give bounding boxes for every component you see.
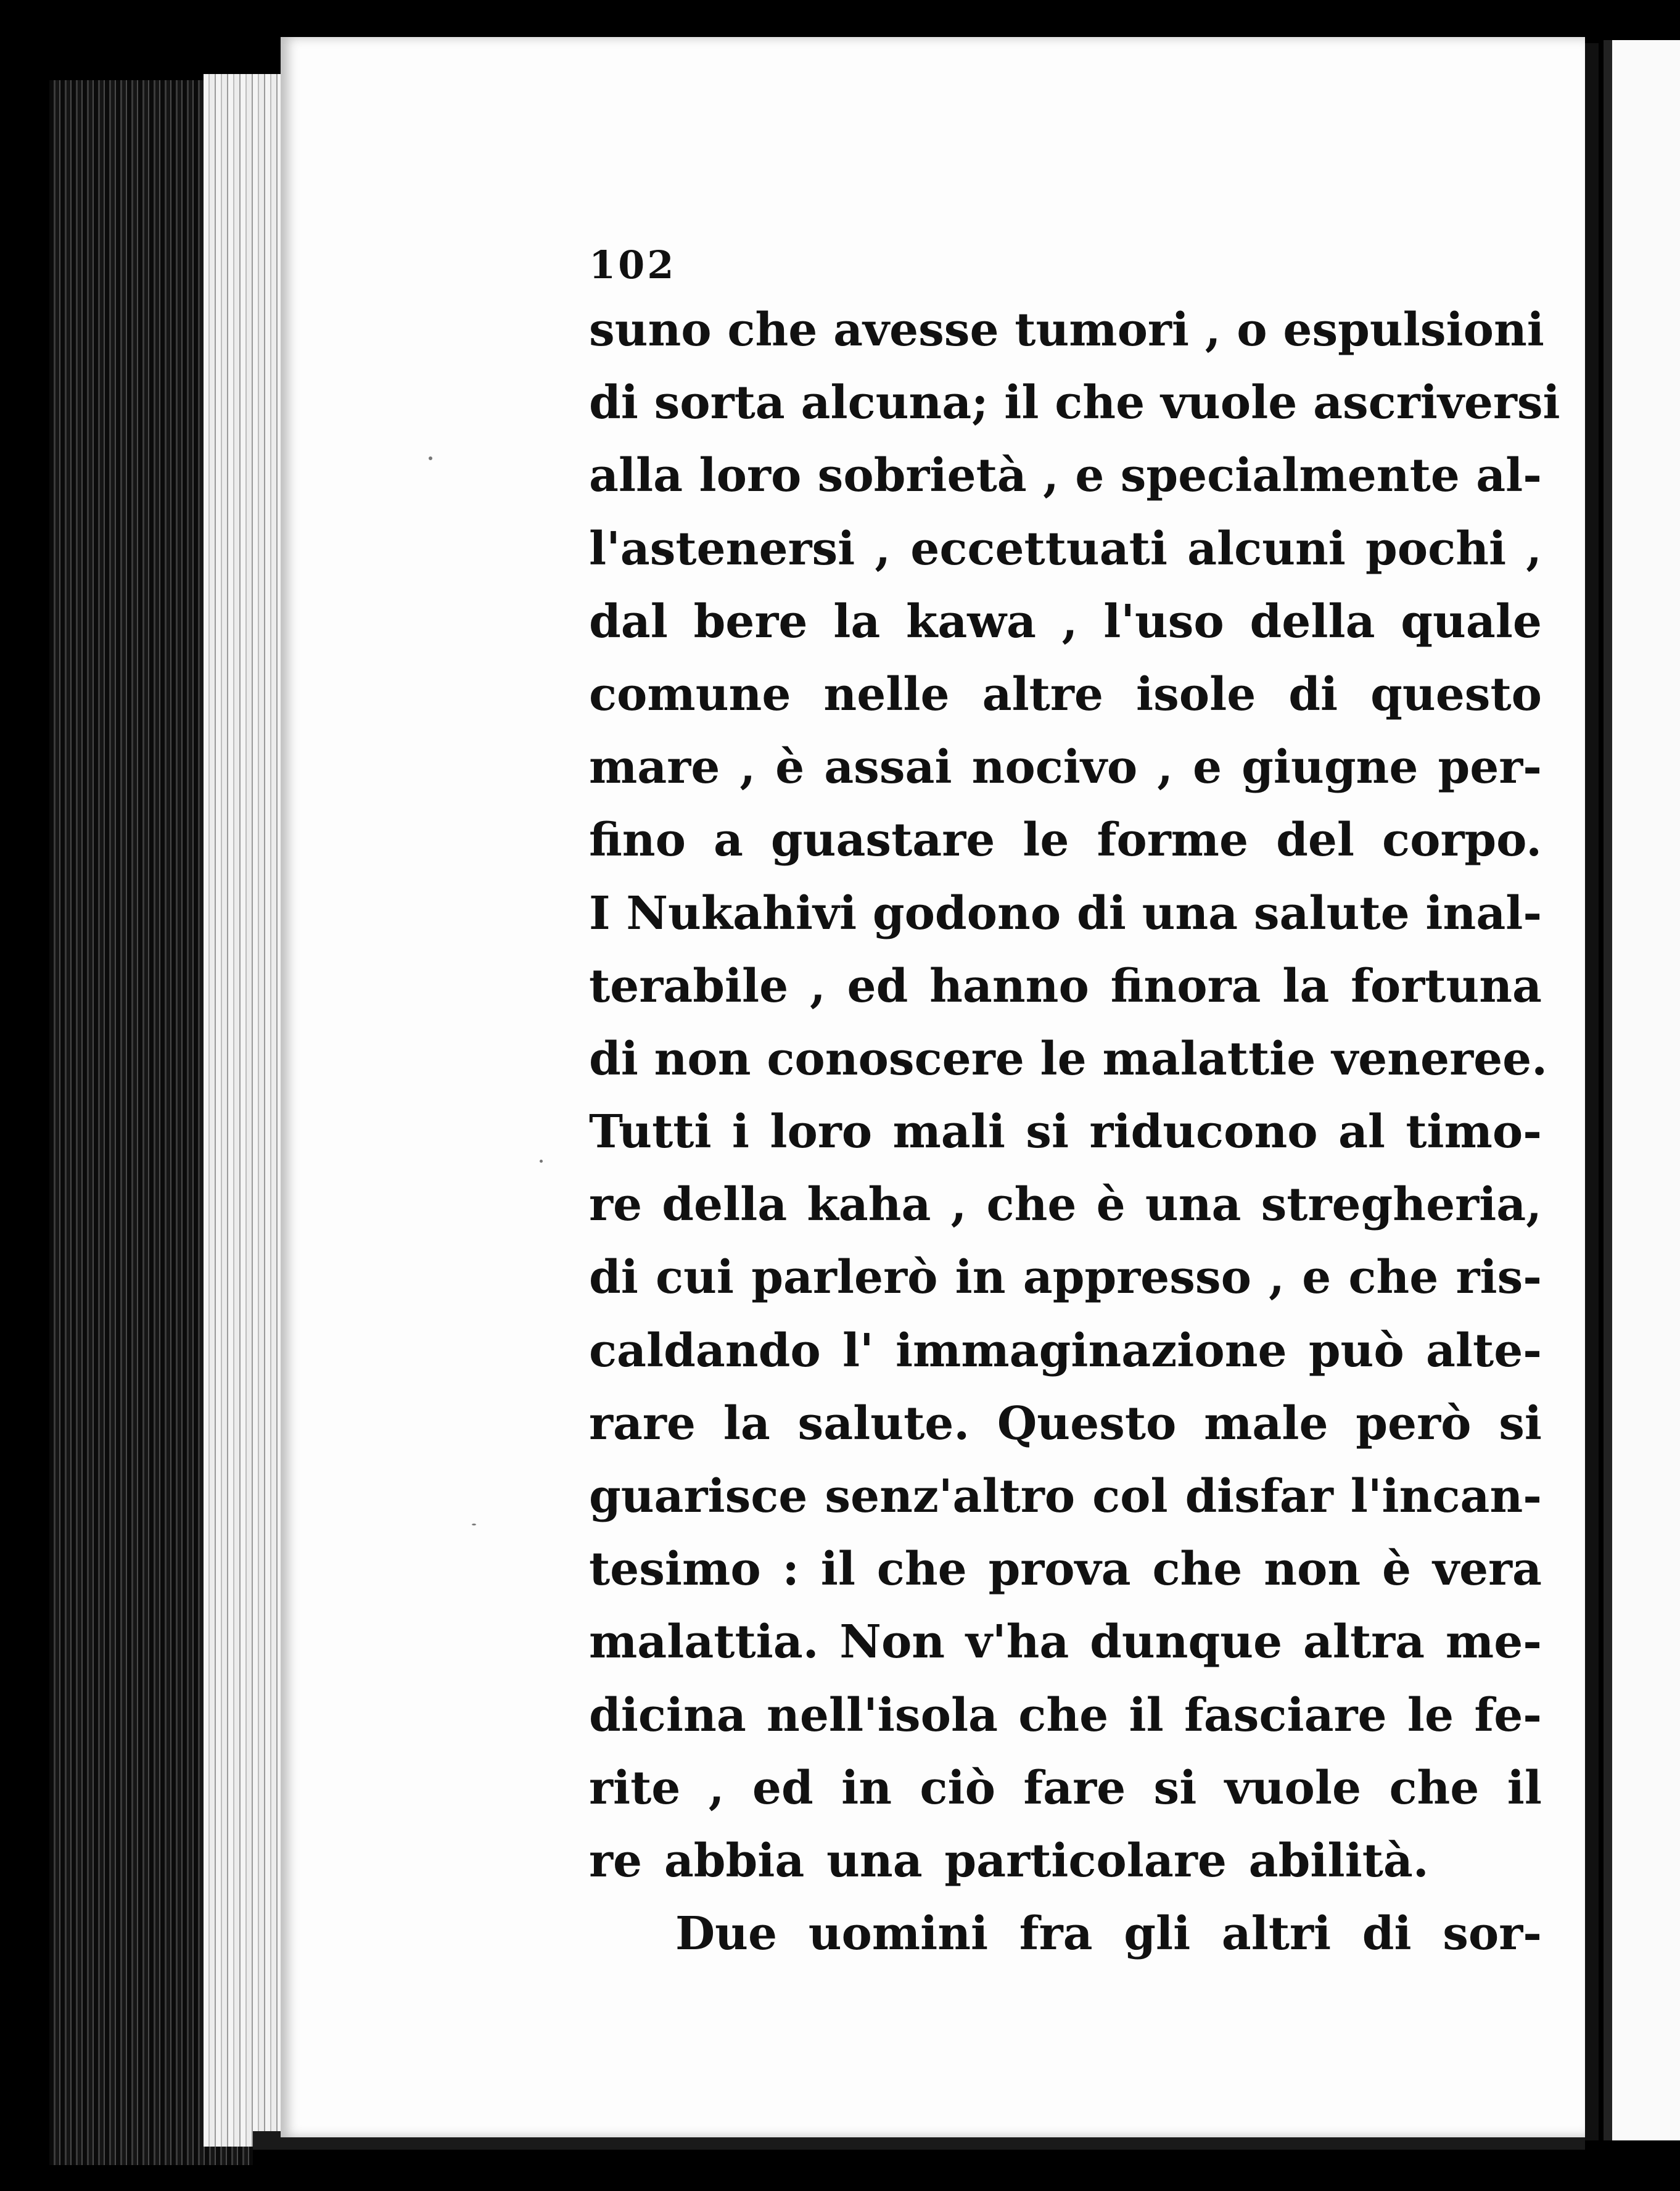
text-line: re della kaha , che è una stregheria, (589, 1178, 1542, 1232)
text-line: di cui parlerò in appresso , e che ris- (589, 1251, 1542, 1305)
text-line-paragraph-start: Due uomini fra gli altri di sor- (675, 1907, 1542, 1961)
text-line: di non conoscere le malattie veneree. (589, 1032, 1547, 1086)
page-number: 102 (589, 242, 677, 287)
text-line: guarisce senz'altro col disfar l'incan- (589, 1470, 1542, 1523)
paper-speck (429, 456, 432, 460)
text-line: tesimo : il che prova che non è vera (589, 1543, 1542, 1596)
text-line: rite , ed in ciò fare si vuole che il (589, 1761, 1542, 1815)
paper-speck (472, 1524, 476, 1525)
text-line: mare , è assai nocivo , e giugne per- (589, 741, 1542, 794)
text-line: fino a guastare le forme del corpo. (589, 814, 1542, 867)
text-line: dal bere la kawa , l'uso della quale (589, 595, 1542, 648)
text-line: Tutti i loro mali si riducono al timo- (589, 1105, 1542, 1159)
text-line: dicina nell'isola che il fasciare le fe- (589, 1688, 1542, 1742)
text-line: l'astenersi , eccettuati alcuni pochi , (589, 522, 1542, 576)
text-line: suno che avesse tumori , o espulsioni (589, 303, 1544, 357)
facing-page-edge (1604, 40, 1680, 2140)
text-line: terabile , ed hanno finora la fortuna (589, 959, 1542, 1013)
text-line: I Nukahivi godono di una salute inal- (589, 886, 1542, 940)
text-line: rare la salute. Questo male però si (589, 1397, 1542, 1450)
text-line: re abbia una particolare abilità. (589, 1834, 1429, 1888)
text-line: malattia. Non v'ha dunque altra me- (589, 1615, 1542, 1669)
text-line: di sorta alcuna; il che vuole ascriversi (589, 376, 1560, 430)
text-line: alla loro sobrietà , e specialmente al- (589, 449, 1542, 503)
text-line: comune nelle altre isole di questo (589, 667, 1542, 721)
page-gutter-edge (1585, 43, 1599, 2140)
book-page-edges-light (204, 74, 290, 2147)
page-text (589, 241, 1560, 1970)
paper-speck (540, 1160, 543, 1163)
text-line: caldando l' immaginazione può alte- (589, 1324, 1542, 1377)
